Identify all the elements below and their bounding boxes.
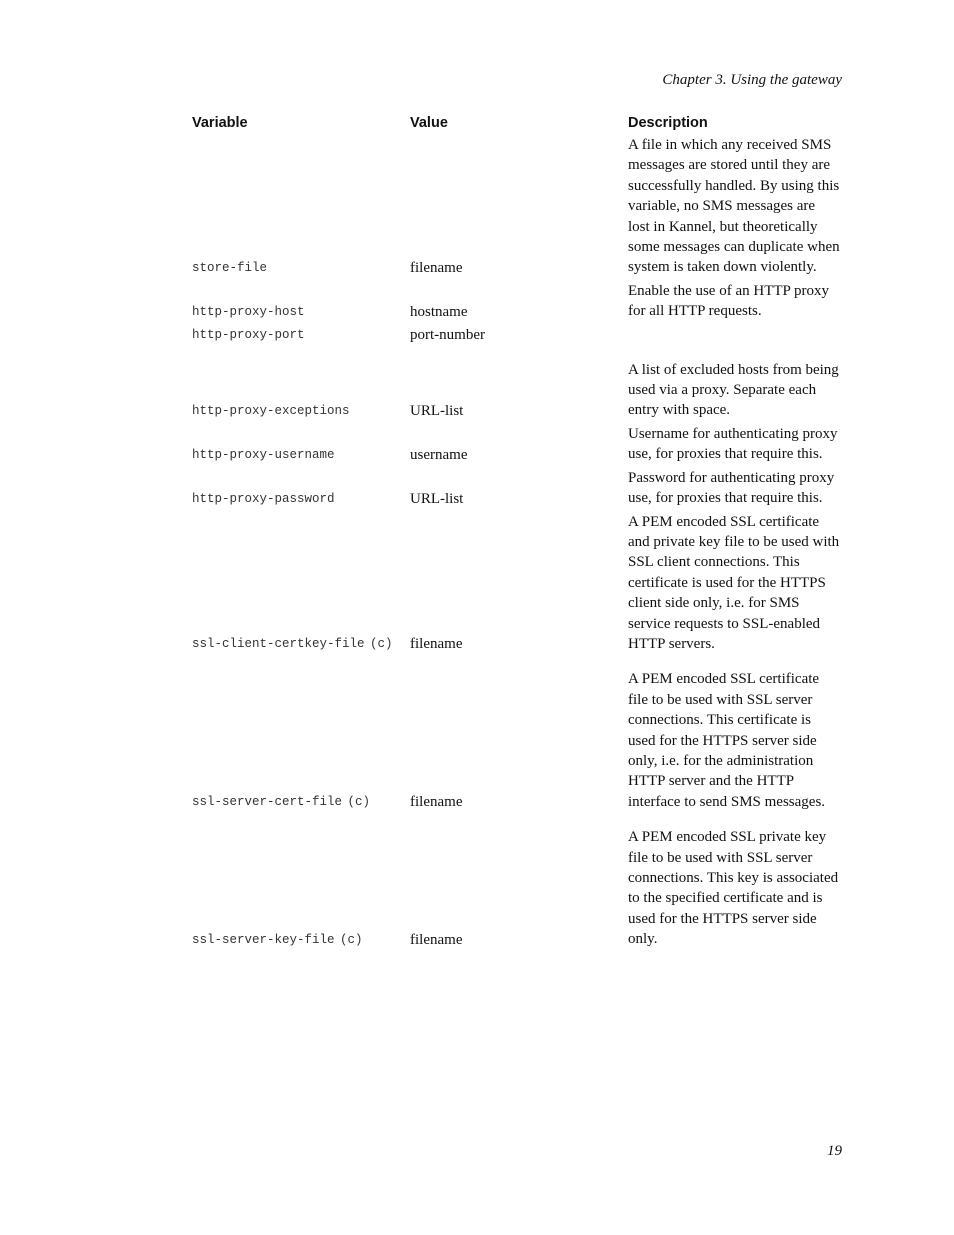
variable-name: ssl-server-key-file (c) — [192, 932, 363, 947]
variable-description — [624, 324, 844, 347]
table-row — [188, 668, 844, 814]
variable-name: ssl-client-certkey-file (c) — [192, 637, 393, 652]
variable-name: http-proxy-host — [192, 304, 305, 319]
variable-value: filename — [410, 931, 463, 948]
variable-description: A PEM encoded SSL private key file to be used with SSL server connections. This key is associated to the specified certificate and is used for the HTTPS server side only. — [628, 829, 839, 948]
variable-description: Enable the use of an HTTP proxy for all HTTP requests. — [628, 282, 830, 320]
variable-value: filename — [410, 259, 463, 276]
chapter-header: Chapter 3. Using the gateway — [662, 72, 842, 88]
variable-name: http-proxy-password — [192, 491, 335, 506]
variable-name: ssl-server-cert-file (c) — [192, 795, 371, 810]
column-header-variable: Variable — [192, 115, 248, 131]
variable-value: hostname — [410, 303, 468, 320]
variable-description: A PEM encoded SSL certificate and private key file to be used with SSL client connections. This certificate is used for the HTTPS client side only, i.e. for SMS service requests to SSL-enabled HTTP servers. — [628, 513, 840, 652]
variable-value: URL-list — [410, 490, 464, 507]
table-row — [188, 280, 844, 324]
variable-name: http-proxy-exceptions — [192, 403, 350, 418]
variable-description: Username for authenticating proxy use, for proxies that require this. — [628, 425, 838, 463]
table-row — [188, 423, 844, 467]
table-row — [188, 324, 844, 347]
variable-name: store-file — [192, 260, 268, 275]
column-header-description: Description — [628, 115, 708, 131]
table-header-row — [188, 112, 844, 134]
variable-value: username — [410, 446, 468, 463]
table-row — [188, 826, 844, 951]
table-row — [188, 134, 844, 280]
variable-value: URL-list — [410, 402, 464, 419]
variable-description: A PEM encoded SSL certificate file to be used with SSL server connections. This certificate is used for the HTTPS server side only, i.e. for the administration HTTP server and the HTTP interface to send SMS messages. — [628, 671, 826, 810]
variable-name: http-proxy-port — [192, 327, 305, 342]
table-row — [188, 467, 844, 511]
variable-description: A file in which any received SMS messages are stored until they are successfully handled. By using this variable, no SMS messages are lost in Kannel, but theoretically some messages can duplicate when system is taken down violently. — [628, 137, 840, 276]
table-row — [188, 359, 844, 423]
variable-value: filename — [410, 794, 463, 811]
variable-description: A list of excluded hosts from being used via a proxy. Separate each entry with space. — [628, 361, 839, 419]
variable-value: port-number — [410, 326, 485, 343]
config-variable-table — [188, 112, 844, 952]
variable-value: filename — [410, 636, 463, 653]
table-row — [188, 511, 844, 657]
column-header-value: Value — [410, 115, 448, 131]
page-number: 19 — [827, 1143, 842, 1159]
variable-name: http-proxy-username — [192, 447, 335, 462]
variable-description: Password for authenticating proxy use, for proxies that require this. — [628, 469, 835, 507]
